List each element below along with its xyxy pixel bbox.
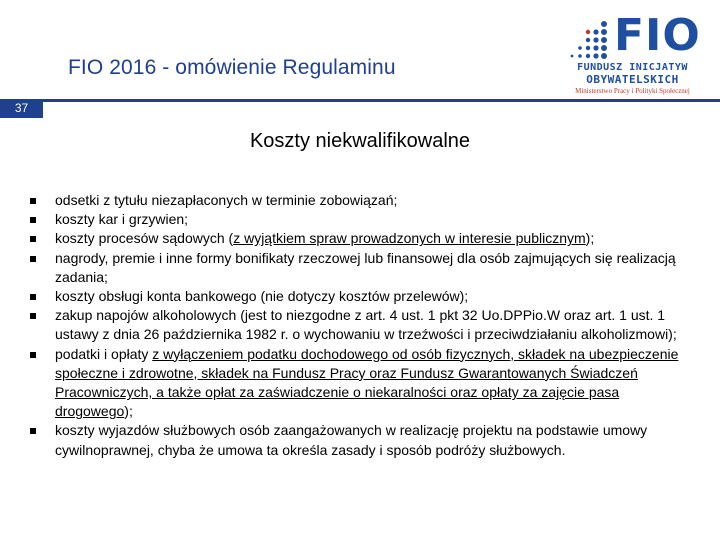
list-item-underlined-text: z wyjątkiem spraw prowadzonych w interesie publicznym bbox=[233, 230, 586, 247]
list-item-text: koszty obsługi konta bankowego (nie dotyczy kosztów przelewów); bbox=[55, 288, 469, 305]
list-item-text: ); bbox=[124, 403, 133, 420]
list-item-text: zakup napojów alkoholowych (jest to niezgodne z art. 4 ust. 1 pkt 32 Uo.DPPio.W oraz art. 1 ust. 1 ustawy z dnia 26 października 1982 r. o wychowaniu w trzeźwości i przeciwdziałaniu alkoholizmowi); bbox=[55, 307, 677, 343]
list-item bbox=[30, 306, 680, 344]
list-item bbox=[30, 229, 680, 248]
list-item bbox=[30, 421, 680, 459]
list-item-text: koszty procesów sądowych ( bbox=[55, 230, 234, 247]
slide-number: 37 bbox=[0, 99, 43, 118]
list-item bbox=[30, 249, 680, 287]
logo-line-3: Ministerstwo Pracy i Polityki Społecznej bbox=[575, 87, 690, 95]
list-item-text: podatki i opłaty bbox=[55, 345, 153, 362]
list-item-text: koszty kar i grzywien; bbox=[55, 211, 189, 228]
bullet-icon bbox=[30, 428, 36, 434]
list-item bbox=[30, 345, 680, 422]
bullet-icon bbox=[30, 294, 36, 300]
slide-title: FIO 2016 - omówienie Regulaminu bbox=[68, 56, 396, 79]
section-title: Koszty niekwalifikowalne bbox=[249, 130, 471, 152]
logo-line-1: FUNDUSZ INICJATYW bbox=[577, 62, 688, 73]
logo-wordmark: FIO bbox=[614, 10, 701, 61]
bullet-icon bbox=[30, 256, 36, 262]
bullet-icon bbox=[30, 236, 36, 242]
logo-line-2: OBYWATELSKICH bbox=[586, 73, 679, 86]
list-item-text: odsetki z tytułu niezapłaconych w terminie zobowiązań; bbox=[55, 192, 398, 208]
list-item bbox=[30, 191, 680, 210]
content-area bbox=[30, 191, 680, 460]
header-band bbox=[0, 99, 720, 118]
fio-logo bbox=[560, 10, 705, 95]
bullet-icon bbox=[30, 313, 36, 319]
list-item-text: ); bbox=[585, 230, 595, 247]
bullet-icon bbox=[30, 198, 36, 204]
list-item-text: nagrody, premie i inne formy bonifikaty rzeczowej lub finansowej dla osób zajmujących się realizacją zadania; bbox=[55, 249, 676, 285]
list-item bbox=[30, 287, 680, 306]
cost-list bbox=[30, 191, 680, 460]
list-item-underlined-text: z wyłączeniem podatku dochodowego od osób fizycznych, składek na ubezpieczenie społeczne i zdrowotne, składek na Fundusz Pracy oraz Fundusz Gwarantowanych Świadczeń Pracowniczych, a także opłat za zaświadczenie o niekaralności oraz opłaty za zajęcie pasa drogowego bbox=[55, 345, 679, 420]
dots-graphic-icon bbox=[560, 20, 608, 62]
list-item-text: koszty wyjazdów służbowych osób zaangażowanych w realizację projektu na podstawie umowy cywilnoprawnej, chyba że umowa ta określa zasady i sposób podróży służbowych. bbox=[55, 422, 648, 458]
header-divider bbox=[43, 99, 720, 102]
bullet-icon bbox=[30, 352, 36, 358]
list-item bbox=[30, 210, 680, 229]
bullet-icon bbox=[30, 217, 36, 223]
